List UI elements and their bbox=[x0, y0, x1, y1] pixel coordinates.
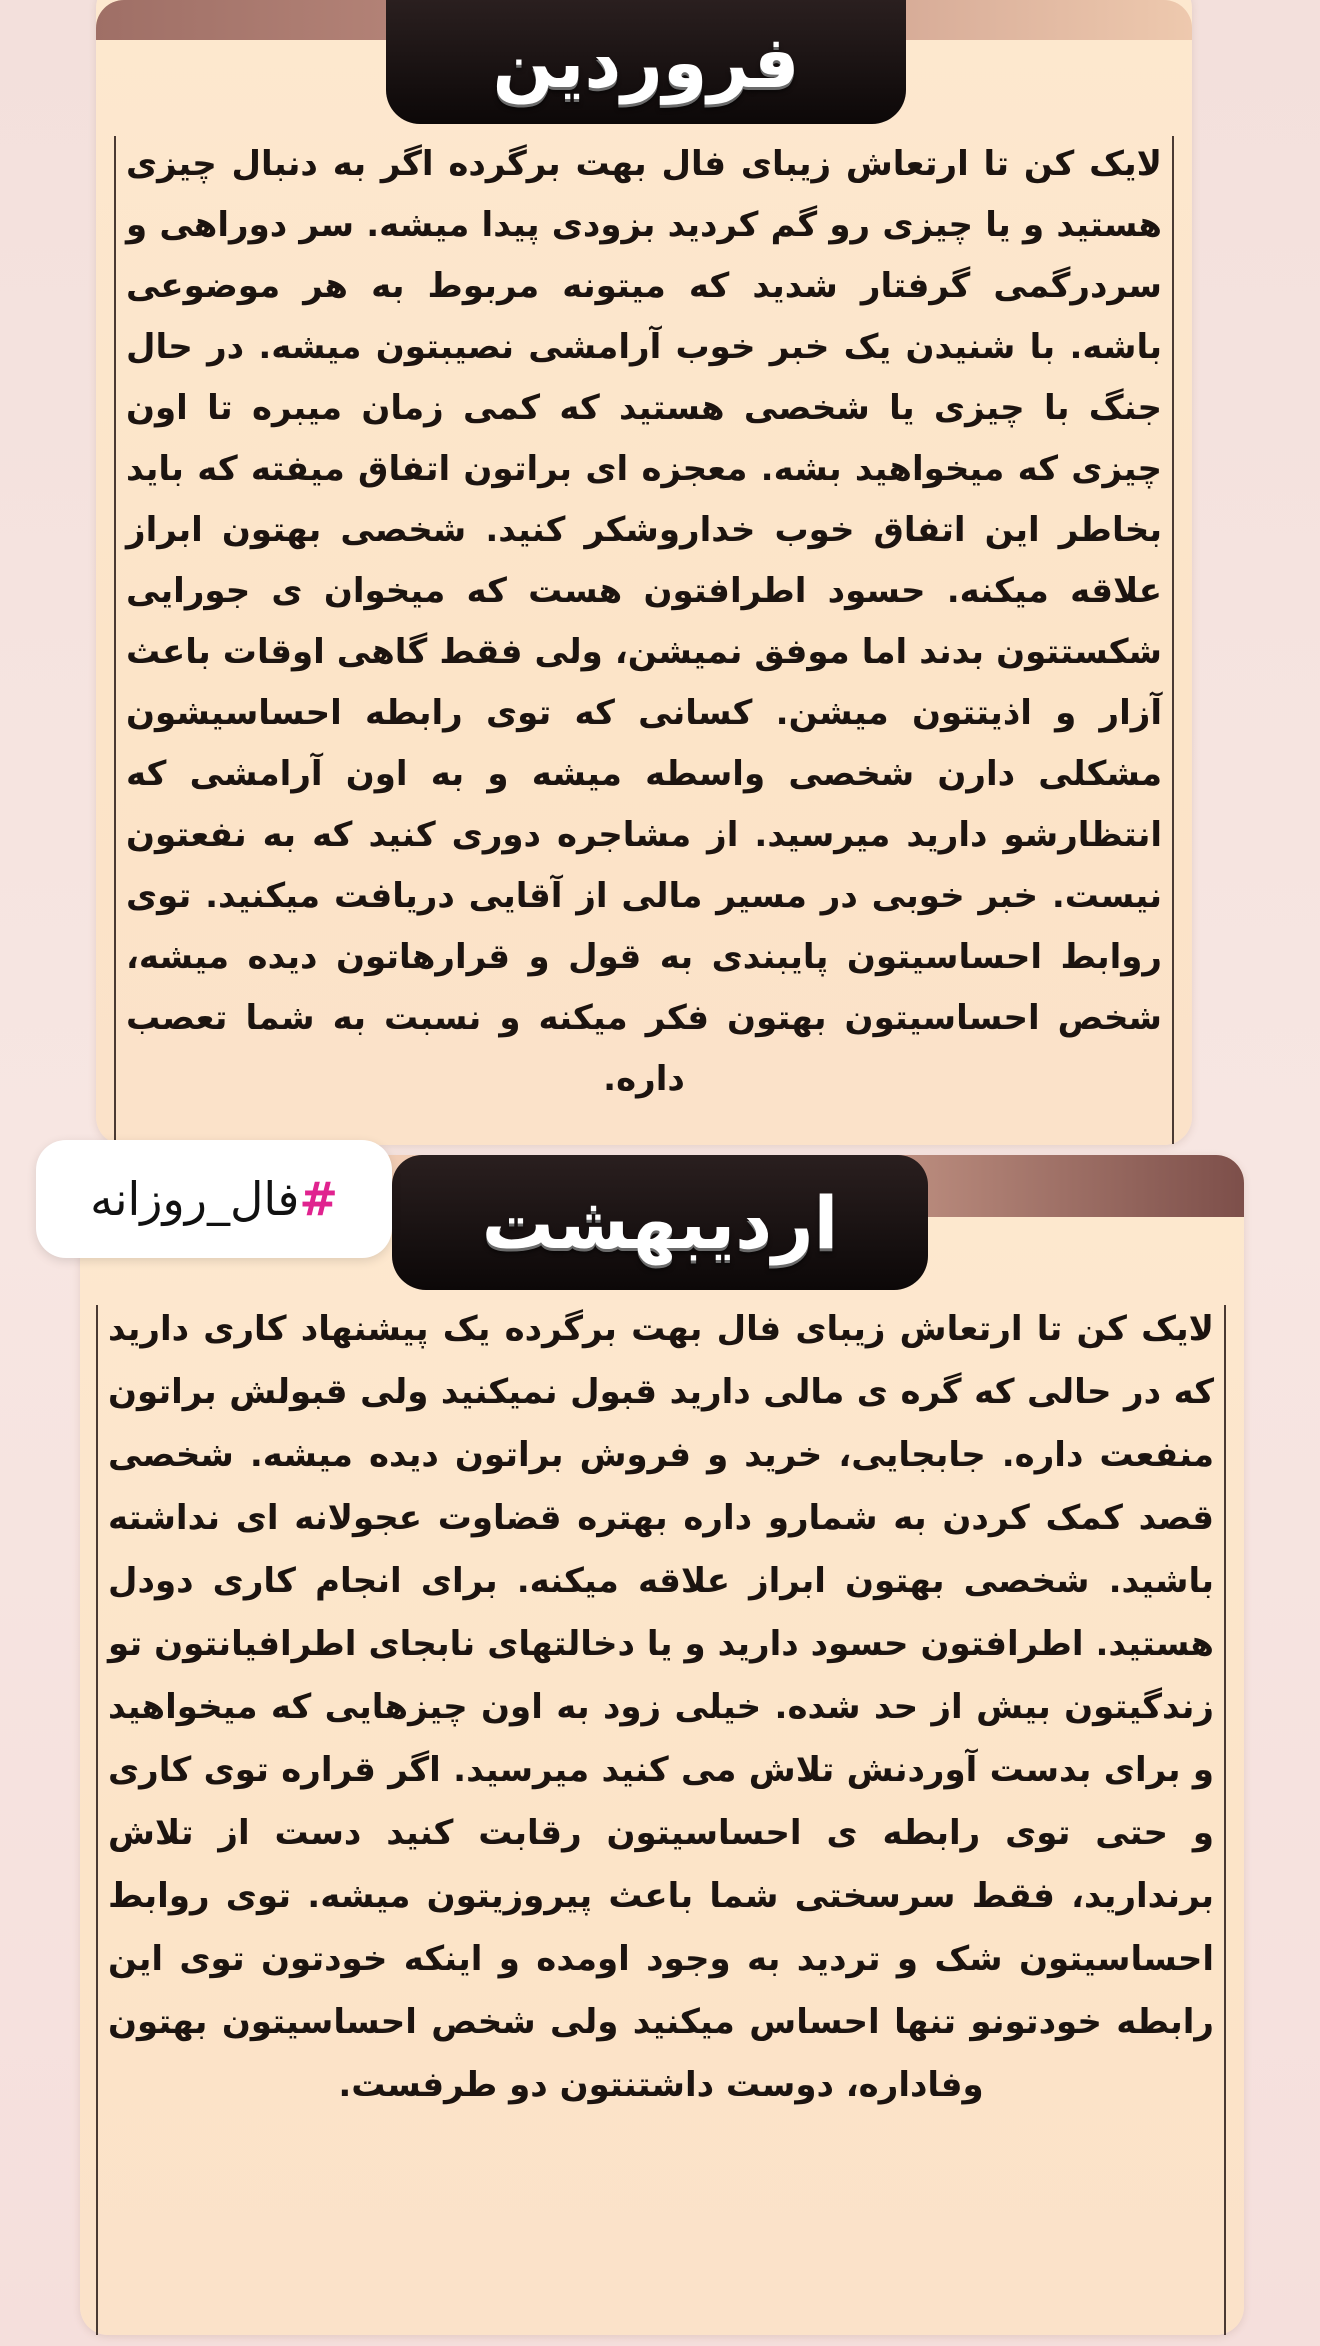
hashtag-sticker[interactable] bbox=[36, 1140, 392, 1258]
farvardin-title: فروردین bbox=[386, 0, 906, 124]
ordibehesht-title: اردیبهشت bbox=[392, 1155, 928, 1290]
farvardin-reading: لایک کن تا ارتعاش زیبای فال بهت برگرده اگر به دنبال چیزی هستید و یا چیزی رو گم کردید بزودی پیدا میشه. سر دوراهی و سردرگمی گرفتار شدید که میتونه مربوط به هر موضوعی باشه. با شنیدن یک خبر خوب آرامشی نصیبتون میشه. در حال جنگ با چیزی یا شخصی هستید که کمی زمان میبره تا اون چیزی که میخواهید بشه. معجزه ای براتون اتفاق میفته که باید بخاطر این اتفاق خوب خداروشکر کنید. شخصی بهتون ابراز علاقه میکنه. حسود اطرافتون هست که میخوان ی جورایی شکستتون بدند اما موفق نمیشن، ولی فقط گاهی اوقات باعث آزار و اذیتتون میشن. کسانی که توی رابطه احساسیشون مشکلی دارن شخصی واسطه میشه و به اون آرامشی که انتظارشو دارید میرسید. از مشاجره دوری کنید که به نفعتون نیست. خبر خوبی در مسیر مالی از آقایی دریافت میکنید. توی روابط احساسیتون پایبندی به قول و قرارهاتون دیده میشه، شخص احساسیتون بهتون فکر میکنه و نسبت به شما تعصب داره. bbox=[126, 144, 1162, 1099]
hashtag-mark: # bbox=[299, 1172, 338, 1226]
ordibehesht-reading: لایک کن تا ارتعاش زیبای فال بهت برگرده یک پیشنهاد کاری دارید که در حالی که گره ی مالی دارید قبول نمیکنید ولی قبولش براتون منفعت داره. جابجایی، خرید و فروش براتون دیده میشه. شخصی قصد کمک کردن به شمارو داره بهتره قضاوت عجولانه ای نداشته باشید. شخصی بهتون ابراز علاقه میکنه. برای انجام کاری دودل هستید. اطرافتون حسود دارید و یا دخالتهای نابجای اطرافیانتون تو زندگیتون بیش از حد شده. خیلی زود به اون چیزهایی که میخواهید و برای بدست آوردنش تلاش می کنید میرسید. اگر قراره توی کاری و حتی توی رابطه ی احساسیتون رقابت کنید دست از تلاش برندارید، فقط سرسختی شما باعث پیروزیتون میشه. توی روابط احساسیتون شک و تردید به وجود اومده و اینکه خودتون توی این رابطه خودتونو تنها احساس میکنید ولی شخص احساسیتون بهتون وفاداره، دوست داشتنتون دو طرفست. bbox=[108, 1309, 1214, 2105]
hashtag-text: فال_روزانه bbox=[90, 1172, 300, 1226]
